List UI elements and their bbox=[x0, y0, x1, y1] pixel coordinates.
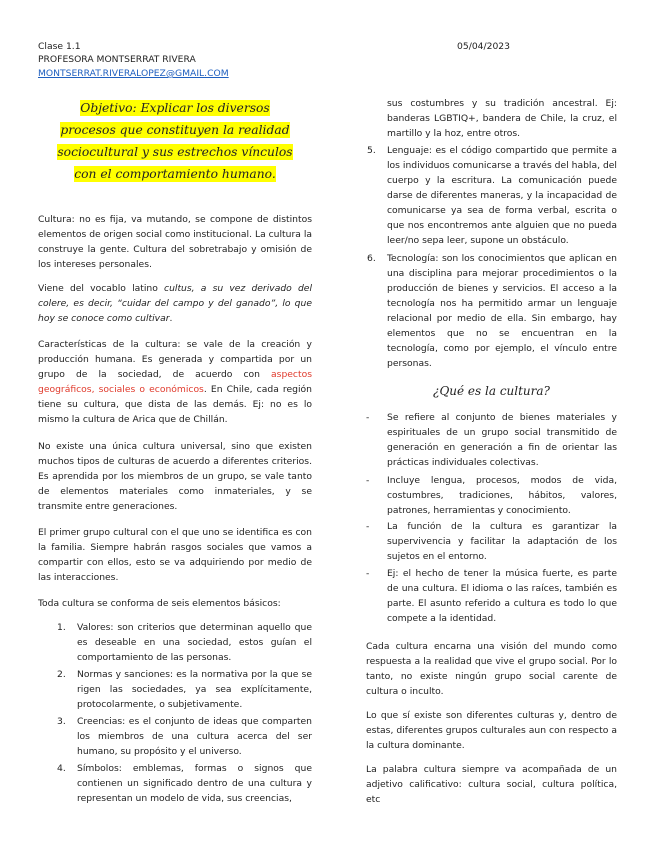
etymology-end: . bbox=[169, 313, 173, 324]
list-item bbox=[57, 714, 312, 759]
list-number: 2. bbox=[57, 669, 66, 680]
section-heading-what-is-culture: ¿Qué es la cultura? bbox=[433, 384, 550, 398]
list-item bbox=[367, 251, 617, 371]
dash-marker: - bbox=[366, 521, 370, 532]
etymology-text: Viene del vocablo latino bbox=[38, 283, 165, 294]
bullet-item bbox=[366, 473, 617, 518]
list-item bbox=[57, 620, 312, 665]
list-number: 4. bbox=[57, 763, 66, 774]
list-text: sus costumbres y su tradición ancestral. Ej: banderas LGBTIQ+, bandera de Chile, la cruz, el martillo y la hoz, entre otros. bbox=[387, 98, 617, 139]
list-item bbox=[57, 667, 312, 712]
objective-line: procesos que constituyen la realidad bbox=[60, 123, 290, 137]
objective-line: sociocultural y sus estrechos vínculos bbox=[57, 145, 293, 159]
bullet-text: Se refiere al conjunto de bienes materiales y espirituales de un grupo social transmitido de generación en generación a fin de orientar las prácticas individuales colectivas. bbox=[387, 412, 617, 468]
list-item bbox=[57, 761, 312, 806]
bullet-text: Ej: el hecho de tener la música fuerte, es parte de una cultura. El idioma o las raíces, también es parte. El asunto referido a cultura es todo lo que compete a la identidad. bbox=[387, 568, 617, 624]
bullet-item bbox=[366, 519, 617, 564]
paragraph-culture-definition: Cultura: no es fija, va mutando, se compone de distintos elementos de origen social como institucional. La cultura la construye la gente. Cultura del sobretrabajo y omisión de los intereses personales. bbox=[38, 214, 312, 270]
list-item bbox=[367, 143, 617, 248]
bullet-item bbox=[366, 566, 617, 626]
dash-marker: - bbox=[366, 412, 370, 423]
document-date: 05/04/2023 bbox=[457, 41, 510, 52]
list-text: Símbolos: emblemas, formas o signos que contienen un significado dentro de una cultura y representan un modelo de vida, sus creencias, bbox=[77, 763, 312, 804]
bullet-text: Incluye lengua, procesos, modos de vida, costumbres, tradiciones, hábitos, valores, patrones, herramientas y conocimiento. bbox=[387, 475, 617, 516]
list-text: Tecnología: son los conocimientos que aplican en una disciplina para mejorar procedimientos o la producción de bienes y servicios. El acceso a la tecnología nos ha permitido armar un lenguaje relacional por medio de ella. Sin embargo, hay elementos que no se encuentran en la tecnología, como por ejemplo, el vínculo entre personas. bbox=[387, 253, 617, 369]
paragraph-six-elements: Toda cultura se conforma de seis elementos básicos: bbox=[38, 598, 281, 609]
list-text: Lenguaje: es el código compartido que permite a los individuos comunicarse a través del habla, del cuerpo y la escritura. La comunicación puede darse de diferentes maneras, y la incapacidad de comunicarse ya sea de forma verbal, escrita o que nos encontremos ante alguien que no pueda leer/no sepa leer, supone un obstáculo. bbox=[387, 145, 617, 246]
paragraph-no-universal-culture: No existe una única cultura universal, sino que existen muchos tipos de culturas de acuerdo a diferentes criterios. Es aprendida por los miembros de un grupo, se vale tanto de elementos materiales como inmateriales, y se transmite entre generaciones. bbox=[38, 441, 312, 512]
list-item-continuation bbox=[387, 96, 617, 141]
teacher-email-link[interactable]: MONTSERRAT.RIVERALOPEZ@GMAIL.COM bbox=[38, 68, 229, 79]
list-number: 3. bbox=[57, 716, 66, 727]
bullet-item bbox=[366, 410, 617, 470]
paragraph-etymology bbox=[38, 281, 312, 326]
paragraph-family-group: El primer grupo cultural con el que uno se identifica es con la familia. Siempre habrán rasgos sociales que vamos a compartir con ellos, esto se va adquiriendo por medio de las interacciones. bbox=[38, 527, 312, 583]
etymology-italic: cultus, a su vez derivado del colere, es decir, “cuidar del campo y del ganado”, lo que hoy se conoce como cultivar bbox=[38, 283, 312, 324]
list-text: Creencias: es el conjunto de ideas que comparten los miembros de una cultura acerca del ser humano, su propósito y el universo. bbox=[77, 716, 312, 757]
dash-marker: - bbox=[366, 568, 370, 579]
highlighted-aspects: aspectos geográficos, sociales o económicos bbox=[38, 369, 312, 395]
list-number: 1. bbox=[57, 622, 66, 633]
objective-line: con el comportamiento humano. bbox=[74, 167, 276, 181]
list-number: 6. bbox=[367, 253, 376, 264]
list-text: Valores: son criterios que determinan aquello que es deseable en una sociedad, estos guían el comportamiento de las personas. bbox=[77, 622, 312, 663]
teacher-name: PROFESORA MONTSERRAT RIVERA bbox=[38, 54, 196, 65]
dash-marker: - bbox=[366, 475, 370, 486]
list-text: Normas y sanciones: es la normativa por la que se rigen las sociedades, ya sea explícitamente, protocolarmente, o subjetivamente. bbox=[77, 669, 312, 710]
paragraph-characteristics bbox=[38, 337, 312, 427]
paragraph-worldview: Cada cultura encarna una visión del mundo como respuesta a la realidad que vive el grupo social. Por lo tanto, no existe ningún grupo social carente de cultura o inculto. bbox=[366, 641, 617, 697]
objective-line: Objetivo: Explicar los diversos bbox=[80, 101, 270, 115]
objective-heading bbox=[38, 97, 312, 185]
class-label: Clase 1.1 bbox=[38, 41, 81, 52]
paragraph-adjective: La palabra cultura siempre va acompañada de un adjetivo calificativo: cultura social, cultura política, etc bbox=[366, 764, 617, 805]
bullet-text: La función de la cultura es garantizar la supervivencia y facilitar la adaptación de los sujetos en el entorno. bbox=[387, 521, 617, 562]
characteristics-text-end: . En Chile, cada región tiene su cultura, que dista de las demás. Ej: no es lo mismo la cultura de Arica que de Chillán. bbox=[38, 384, 312, 425]
paragraph-cultural-groups: Lo que sí existe son diferentes culturas y, dentro de estas, diferentes grupos culturales aun con respecto a la cultura dominante. bbox=[366, 710, 617, 751]
characteristics-text: Características de la cultura: se vale de la creación y producción humana. Es generada y compartida por un grupo de la sociedad, de acuerdo con bbox=[38, 339, 312, 380]
list-number: 5. bbox=[367, 145, 376, 156]
